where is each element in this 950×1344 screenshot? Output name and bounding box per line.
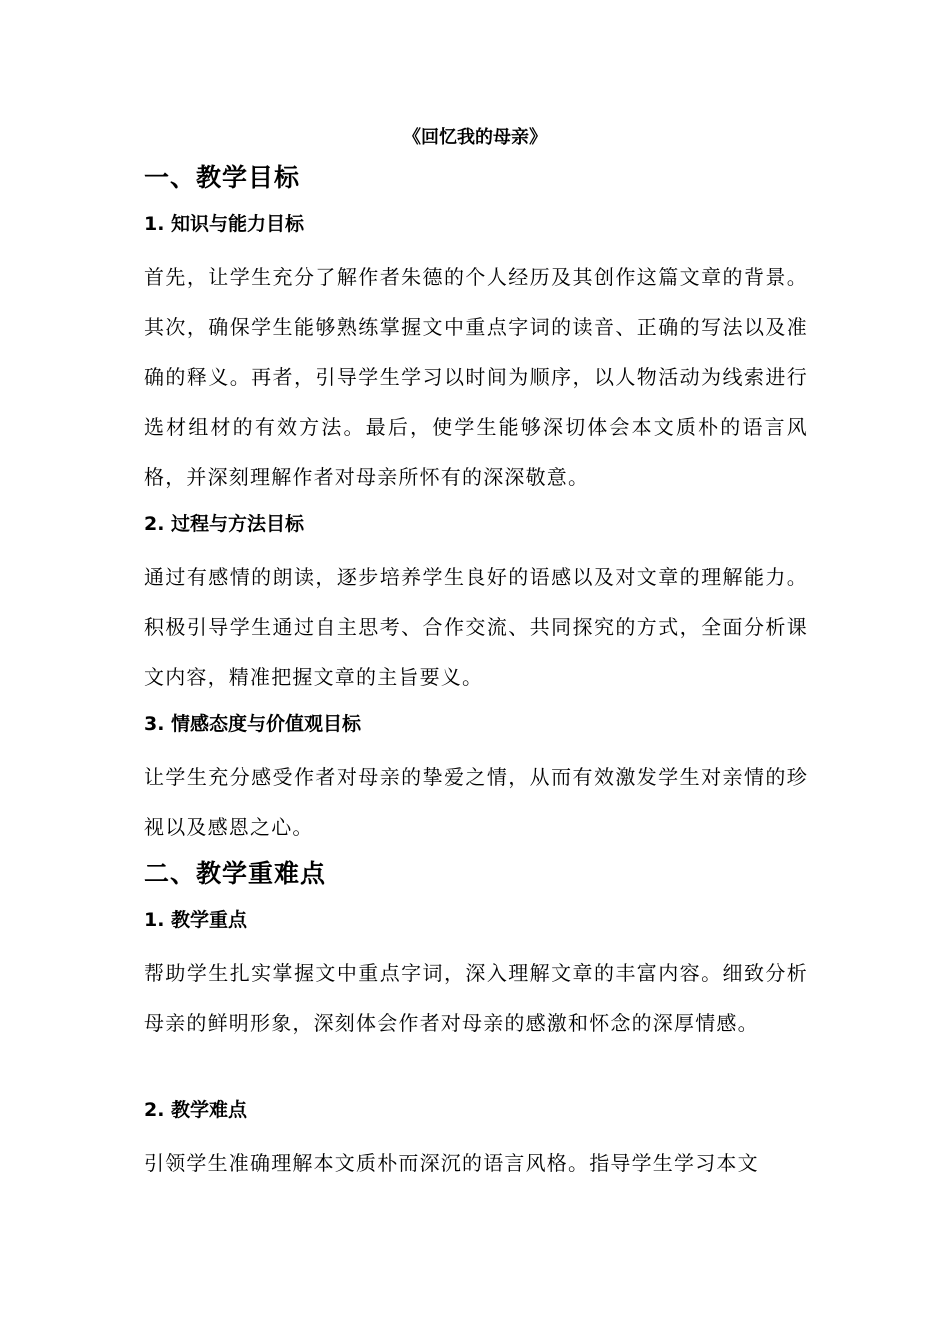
section-key-difficult-points — [144, 852, 808, 1188]
subsection-heading: 3. 情感态度与价值观目标 — [144, 713, 362, 735]
subsection-teaching-focus — [144, 898, 808, 1048]
subsection-knowledge-ability — [144, 202, 808, 502]
section-heading: 一、教学目标 — [144, 163, 301, 192]
subsection-heading: 1. 教学重点 — [144, 909, 248, 931]
subsection-teaching-difficulty — [144, 1088, 808, 1188]
paragraph: 让学生充分感受作者对母亲的挚爱之情，从而有效激发学生对亲情的珍视以及感恩之心。 — [144, 765, 808, 839]
document-title: 《回忆我的母亲》 — [403, 127, 547, 148]
section-heading: 二、教学重难点 — [144, 859, 327, 888]
paragraph: 帮助学生扎实掌握文中重点字词，深入理解文章的丰富内容。细致分析母亲的鲜明形象，深刻体会作者对母亲的感激和怀念的深厚情感。 — [144, 961, 808, 1035]
paragraph: 引领学生准确理解本文质朴而深沉的语言风格。指导学生学习本文 — [144, 1151, 759, 1175]
paragraph: 首先，让学生充分了解作者朱德的个人经历及其创作这篇文章的背景。其次，确保学生能够熟练掌握文中重点字词的读音、正确的写法以及准确的释义。再者，引导学生学习以时间为顺序，以人物活动为线索进行选材组材的有效方法。最后，使学生能够深切体会本文质朴的语言风格，并深刻理解作者对母亲所怀有的深深敬意。 — [144, 265, 808, 489]
subsection-emotion-values — [144, 702, 808, 852]
document-body — [144, 156, 808, 1188]
paragraph: 通过有感情的朗读，逐步培养学生良好的语感以及对文章的理解能力。积极引导学生通过自主思考、合作交流、共同探究的方式，全面分析课文内容，精准把握文章的主旨要义。 — [144, 565, 808, 689]
subsection-heading: 2. 教学难点 — [144, 1099, 248, 1121]
subsection-heading: 1. 知识与能力目标 — [144, 213, 305, 235]
subsection-process-method — [144, 502, 808, 702]
subsection-heading: 2. 过程与方法目标 — [144, 513, 305, 535]
section-teaching-objectives — [144, 156, 808, 852]
